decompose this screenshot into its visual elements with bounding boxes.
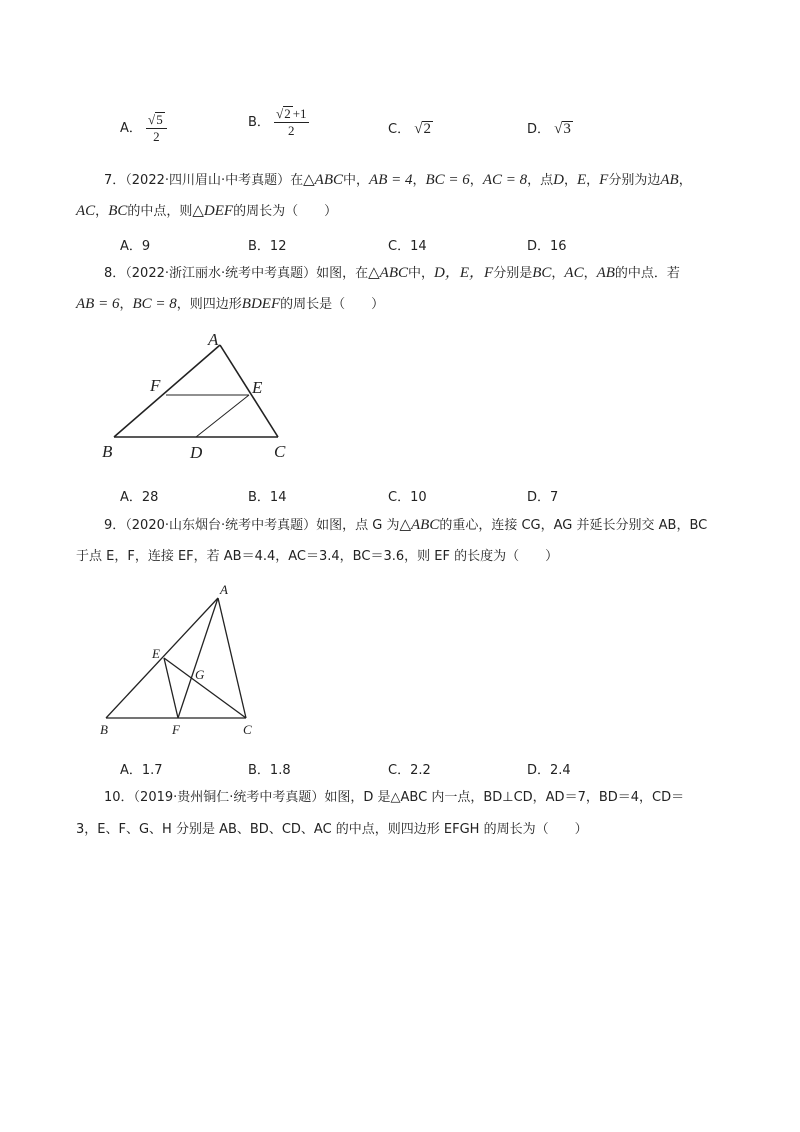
q8-option-a[interactable]: A．28 [120, 490, 159, 505]
triangle-abc: △ABC [368, 265, 409, 281]
q9-option-a[interactable]: A．1.7 [120, 763, 163, 778]
question-number: 9． [104, 518, 126, 533]
triangle-def: △DEF [192, 203, 234, 219]
eq-bc: BC = 8 [132, 296, 177, 312]
segment-ab [106, 598, 218, 718]
segment-ac: AC [76, 203, 96, 219]
segment-bc: BC [532, 265, 552, 281]
q9-option-d[interactable]: D．2.4 [527, 763, 571, 778]
question-number: 7． [104, 173, 126, 188]
text: 的中点，则 [127, 204, 193, 219]
q8-option-c[interactable]: C．10 [388, 490, 427, 505]
radicand: 2 [423, 121, 431, 137]
denominator: 2 [288, 123, 295, 138]
fraction [274, 106, 308, 139]
text: ，点 [527, 173, 554, 188]
option-letter: B． [248, 115, 270, 130]
segment-af [178, 598, 218, 718]
q6-option-c[interactable] [388, 118, 433, 138]
question-number: 8． [104, 266, 126, 281]
segment-ab: AB [596, 265, 615, 281]
text: 分别为边 [608, 173, 661, 188]
text: 中， [343, 173, 370, 188]
eq-ac: AC = 8 [482, 172, 528, 188]
option-letter: C． [388, 122, 411, 137]
numerator-extra: +1 [292, 106, 307, 121]
segment-ac: AC [564, 265, 584, 281]
radicand: 5 [156, 112, 163, 127]
label-a: A [220, 582, 228, 597]
q7-line1 [104, 170, 692, 191]
text: ， [119, 297, 133, 312]
text: ， [469, 173, 483, 188]
eq-bc: BC = 6 [425, 172, 470, 188]
text: ， [583, 266, 597, 281]
text: ， [412, 173, 426, 188]
text: （2020·山东烟台·统考中考真题）如图，点 G 为 [125, 518, 400, 533]
q9-line1 [104, 515, 707, 536]
quad-bdef: BDEF [241, 296, 281, 312]
q8-option-d[interactable]: D．7 [527, 490, 559, 505]
radicand: 3 [563, 121, 571, 137]
q8-option-b[interactable]: B．14 [248, 490, 287, 505]
segment-ab [114, 345, 220, 437]
points-def: D，E，F [434, 265, 494, 281]
text: ， [551, 266, 565, 281]
label-c: C [243, 722, 252, 737]
label-b: B [102, 442, 113, 461]
q7-option-d[interactable]: D．16 [527, 239, 567, 254]
q7-line2 [76, 201, 337, 222]
label-d: D [190, 443, 203, 462]
label-e: E [152, 646, 160, 661]
sqrt-sign-icon: √ [554, 121, 563, 137]
text: 的周长为（ ） [233, 204, 338, 219]
question-source: （2022·浙江丽水·统考中考真题）如图，在 [125, 266, 369, 281]
sqrt-sign-icon: √ [148, 112, 156, 127]
text: 的周长是（ ） [280, 297, 385, 312]
q8-line2 [76, 294, 384, 315]
label-f: F [150, 376, 161, 395]
q10-line1 [104, 788, 684, 808]
label-b: B [100, 722, 108, 737]
radicand: 2 [284, 106, 291, 121]
q10-line2: 3，E、F、G、H 分别是 AB、BD、CD、AC 的中点，则四边形 EFGH 的周长为（ ） [76, 822, 588, 837]
q7-option-b[interactable]: B．12 [248, 239, 287, 254]
q6-option-a[interactable] [120, 112, 167, 145]
text: ， [586, 173, 600, 188]
question-source: （2022·四川眉山·中考真题）在 [125, 173, 304, 188]
label-a: A [208, 330, 219, 349]
question-number: 10． [104, 790, 134, 805]
q9-line2: 于点 E，F，连接 EF，若 AB＝4.4，AC＝3.4，BC＝3.6，则 EF 的长度为（ ） [76, 549, 559, 564]
label-f: F [172, 722, 180, 737]
q9-figure [92, 578, 272, 738]
text: ， [563, 173, 577, 188]
eq-ab: AB = 4 [369, 172, 413, 188]
point-f: F [599, 172, 609, 188]
q8-line1 [104, 263, 680, 284]
sqrt-sign-icon: √ [414, 121, 423, 137]
q7-option-c[interactable]: C．14 [388, 239, 427, 254]
triangle-abc: △ABC [303, 172, 344, 188]
q6-option-d[interactable] [527, 118, 573, 138]
text: 的重心，连接 CG，AG 并延长分别交 AB，BC [439, 518, 708, 533]
option-letter: D． [527, 122, 551, 137]
eq-ab: AB = 6 [76, 296, 120, 312]
text: 的中点．若 [614, 266, 680, 281]
option-letter: A． [120, 121, 142, 136]
text: （2019·贵州铜仁·统考中考真题）如图，D 是△ABC 内一点，BD⊥CD，AD＝7，BD＝4，CD＝ [133, 790, 685, 805]
text: ， [678, 173, 692, 188]
label-g: G [195, 667, 205, 682]
fraction [146, 112, 167, 145]
segment-ed [196, 395, 249, 437]
triangle-abc: △ABC [399, 517, 440, 533]
point-d: D [553, 172, 564, 188]
q9-option-c[interactable]: C．2.2 [388, 763, 431, 778]
q9-option-b[interactable]: B．1.8 [248, 763, 291, 778]
sqrt-sign-icon: √ [276, 106, 284, 121]
q8-figure [90, 325, 320, 470]
text: ，则四边形 [176, 297, 242, 312]
q6-option-b[interactable] [248, 106, 309, 139]
text: 中， [408, 266, 435, 281]
label-e: E [252, 378, 263, 397]
segment-ab: AB [660, 172, 679, 188]
point-e: E [576, 172, 587, 188]
segment-bc: BC [108, 203, 128, 219]
text: ， [95, 204, 109, 219]
denominator: 2 [153, 129, 160, 144]
label-c: C [274, 442, 286, 461]
q7-option-a[interactable]: A．9 [120, 239, 151, 254]
text: 分别是 [493, 266, 533, 281]
segment-ac [220, 345, 278, 437]
